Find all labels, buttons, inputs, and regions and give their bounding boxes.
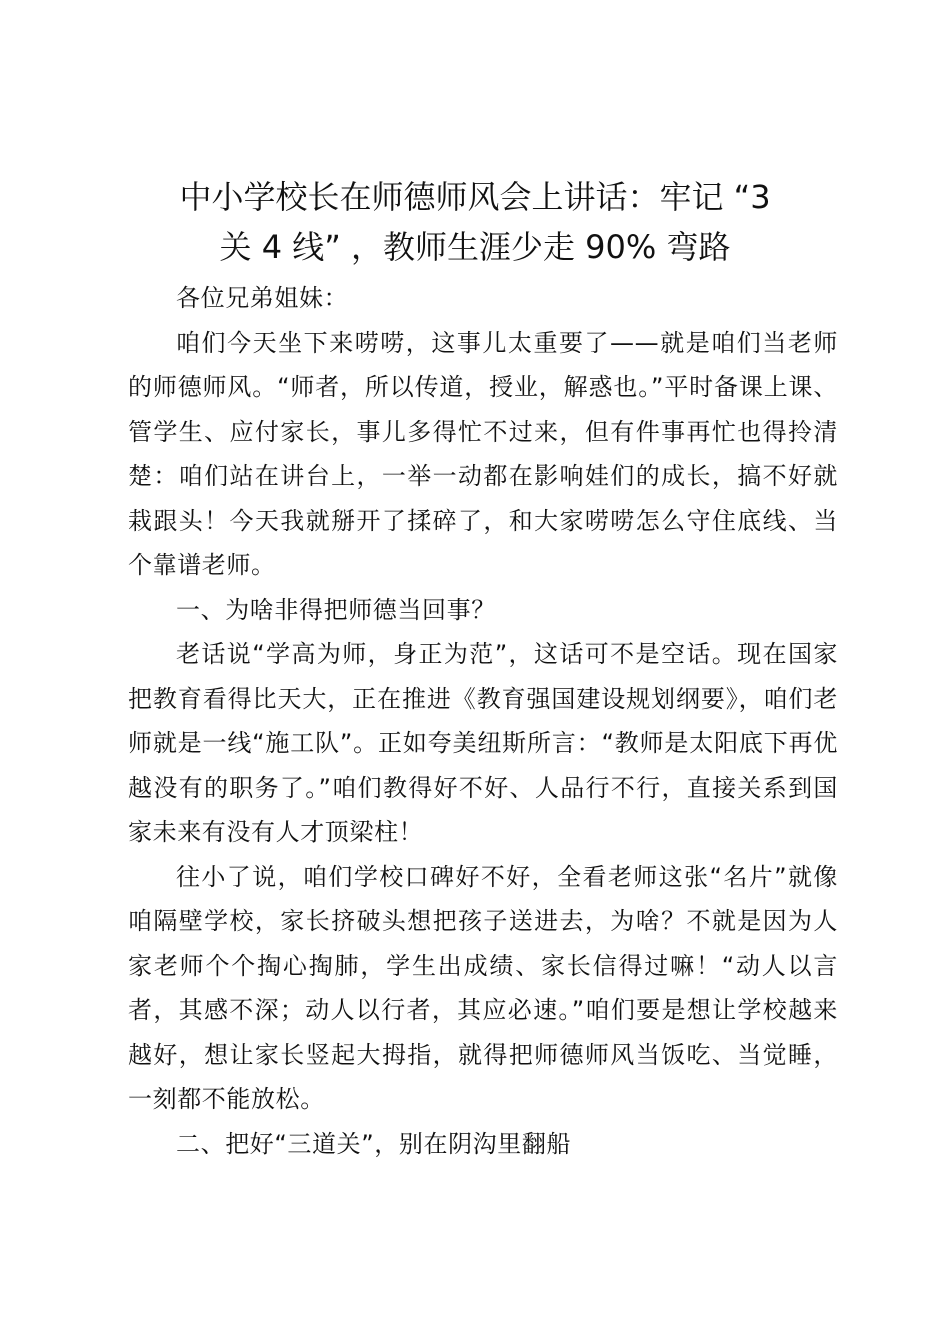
salutation: 各位兄弟姐妹： bbox=[176, 284, 349, 312]
document-body bbox=[128, 276, 838, 1166]
title-line-1: 中小学校长在师德师风会上讲话：牢记 “3 bbox=[179, 178, 771, 216]
document-title bbox=[120, 172, 830, 272]
paragraph-intro: 咱们今天坐下来唠唠，这事儿太重要了——就是咱们当老师的师德师风。“师者，所以传道，授业，解惑也。”平时备课上课、管学生、应付家长，事儿多得忙不过来，但有件事再忙也得拎清楚：咱们站在讲台上，一举一动都在影响娃们的成长，搞不好就栽跟头！今天我就掰开了揉碎了，和大家唠唠怎么守住底线、当个靠谱老师。 bbox=[128, 328, 838, 579]
section-heading-1: 一、为啥非得把师德当回事？ bbox=[176, 595, 496, 624]
paragraph-importance: 老话说“学高为师，身正为范”，这话可不是空话。现在国家把教育看得比天大，正在推进《教育强国建设规划纲要》，咱们老师就是一线“施工队”。正如夸美纽斯所言：“教师是太阳底下再优越没有的职务了。”咱们教得好不好、人品行不行，直接关系到国家未来有没有人才顶梁柱！ bbox=[128, 640, 838, 846]
section-heading-2: 二、把好“三道关”，别在阴沟里翻船 bbox=[176, 1129, 572, 1158]
title-line-2: 关 4 线” ，教师生涯少走 90% 弯路 bbox=[219, 228, 731, 266]
paragraph-reputation: 往小了说，咱们学校口碑好不好，全看老师这张“名片”就像咱隔壁学校，家长挤破头想把孩子送进去，为啥？不就是因为人家老师个个掏心掏肺，学生出成绩、家长信得过嘛！“动人以言者，其感不深；动人以行者，其应必速。”咱们要是想让学校越来越好，想让家长竖起大拇指，就得把师德师风当饭吃、当觉睡，一刻都不能放松。 bbox=[128, 862, 838, 1113]
